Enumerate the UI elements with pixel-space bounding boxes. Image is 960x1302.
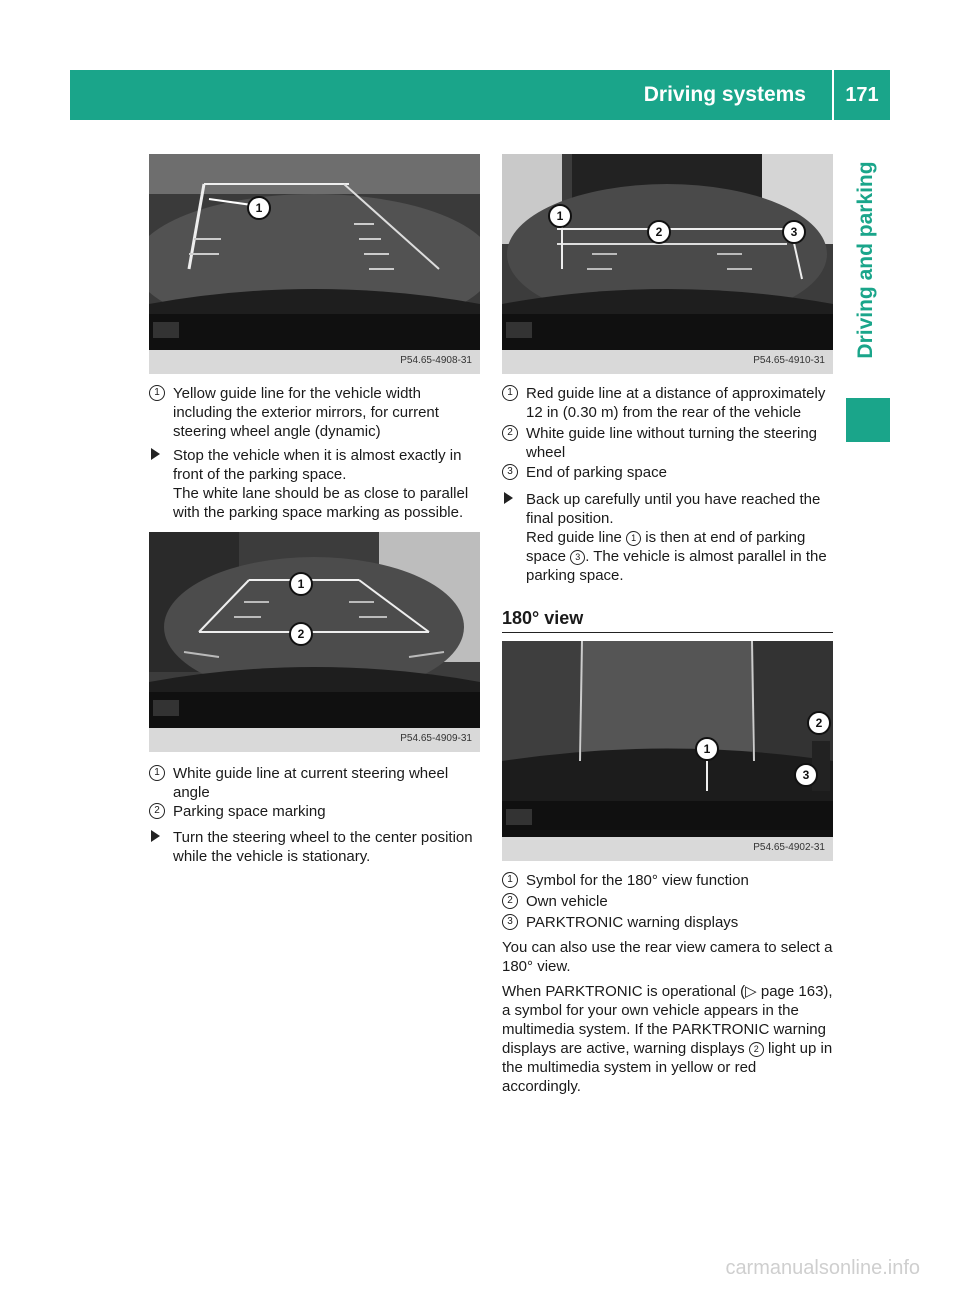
item-text: Yellow guide line for the vehicle width including the exterior mirrors, for current steering wheel angle (dynamic) (173, 385, 439, 440)
step-text-continued: The white lane should be as close to parallel with the parking space marking as possible. (173, 485, 469, 521)
step-arrow-icon (504, 492, 513, 504)
side-tab-marker (846, 398, 890, 442)
inline-number: 3 (570, 550, 585, 565)
page-number: 171 (845, 84, 879, 106)
camera-scene-2 (149, 532, 480, 728)
body-paragraph: You can also use the rear view camera to select a 180° view. (502, 939, 833, 975)
side-tab-label (846, 140, 886, 380)
camera-scene-3 (502, 154, 833, 350)
item-text: Symbol for the 180° view function (526, 872, 749, 889)
camera-scene-1 (149, 154, 480, 350)
header-bar (70, 70, 890, 120)
item-number: 1 (502, 385, 518, 401)
callout-3: 3 (782, 220, 806, 244)
camera-image-red-guide (502, 154, 833, 374)
image-code-strip (502, 350, 833, 374)
step-arrow-icon (151, 448, 160, 460)
step-text-continued (526, 528, 833, 585)
camera-scene-4 (502, 641, 833, 837)
page-ref-arrow-icon: ▷ (745, 983, 757, 1000)
image-code-strip (502, 837, 833, 861)
image-code: P54.65-4910-31 (753, 355, 825, 366)
item-text: White guide line at current steering wheel angle (173, 765, 449, 801)
item-text: Parking space marking (173, 803, 326, 820)
image-code-strip (149, 350, 480, 374)
inline-number: 1 (626, 531, 641, 546)
item-text: End of parking space (526, 464, 667, 481)
section-title: 180° view (502, 608, 584, 628)
callout-1: 1 (695, 737, 719, 761)
item-number: 1 (502, 872, 518, 888)
paragraph-part: When PARKTRONIC is operational ( (502, 983, 746, 1000)
item-number: 1 (149, 385, 165, 401)
paragraph-part: page 163), a symbol for your own vehicle appears in the multimedia system. If the PARKTRONIC warning displays are active, warning displays (502, 983, 833, 1057)
camera-image-180-view (502, 641, 833, 861)
callout-2: 2 (647, 220, 671, 244)
callout-2: 2 (289, 622, 313, 646)
inline-number: 2 (749, 1042, 764, 1057)
callout-1: 1 (247, 196, 271, 220)
callout-2: 2 (807, 711, 831, 735)
callout-1: 1 (548, 204, 572, 228)
image-code: P54.65-4909-31 (400, 733, 472, 744)
item-number: 3 (502, 464, 518, 480)
step-text: Turn the steering wheel to the center position while the vehicle is stationary. (173, 829, 473, 865)
footer-watermark: carmanualsonline.info (725, 1257, 920, 1279)
image-code: P54.65-4908-31 (400, 355, 472, 366)
paragraph-part: light up in the multimedia system in yellow or red accordingly. (502, 1040, 833, 1095)
body-paragraph (502, 982, 833, 1096)
image-code: P54.65-4902-31 (753, 842, 825, 853)
step-arrow-icon (151, 830, 160, 842)
item-number: 2 (502, 893, 518, 909)
callout-1: 1 (289, 572, 313, 596)
step-text-part: is then at end of parking space (526, 529, 806, 565)
item-number: 2 (502, 425, 518, 441)
item-text: White guide line without turning the steering wheel (526, 425, 818, 461)
header-section-title: Driving systems (643, 83, 806, 106)
section-divider (502, 632, 833, 633)
item-number: 3 (502, 914, 518, 930)
callout-3: 3 (794, 763, 818, 787)
item-number: 2 (149, 803, 165, 819)
side-tab-text: Driving and parking (854, 161, 877, 359)
step-text: Stop the vehicle when it is almost exactly in front of the parking space. (173, 447, 462, 483)
image-code-strip (149, 728, 480, 752)
step-text-part: . The vehicle is almost parallel in the parking space. (526, 548, 827, 584)
item-text: Own vehicle (526, 893, 608, 910)
camera-image-parking-marking (149, 532, 480, 752)
step-text-part: Red guide line (526, 529, 627, 546)
item-text: PARKTRONIC warning displays (526, 914, 739, 931)
item-text: Red guide line at a distance of approximately 12 in (0.30 m) from the rear of the vehicle (526, 385, 826, 421)
camera-image-guide-width (149, 154, 480, 374)
step-text: Back up carefully until you have reached the final position. (526, 491, 821, 527)
item-number: 1 (149, 765, 165, 781)
